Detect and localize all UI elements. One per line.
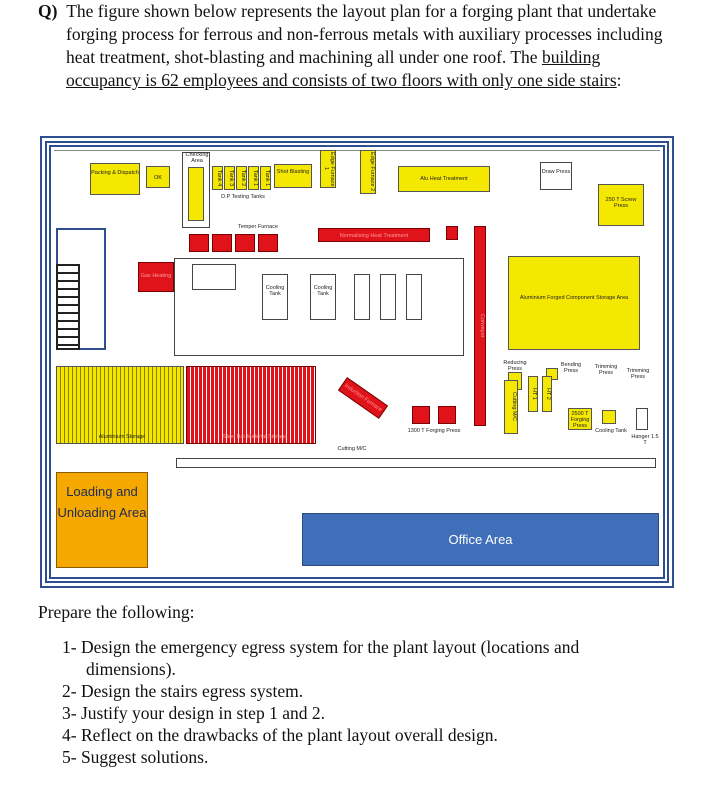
- question-text: [38, 0, 678, 92]
- heat-treatment-end: [446, 226, 458, 240]
- ht-2: HT 2: [542, 376, 552, 412]
- tank-2: Tank 2: [236, 166, 247, 190]
- dp-testing-tanks: D.P Testing Tanks: [221, 194, 265, 200]
- divider: [54, 150, 660, 151]
- temper-furnace-4: [258, 234, 278, 252]
- task-number: 2-: [62, 681, 77, 701]
- temper-furnace-2: [212, 234, 232, 252]
- machine-white-1: [192, 264, 236, 290]
- cutting-mc: Cutting M/C: [337, 446, 367, 452]
- task-number: 3-: [62, 703, 77, 723]
- trimming-press-unit: [438, 406, 456, 424]
- task-text: Suggest solutions.: [80, 747, 209, 767]
- tank-4: [380, 274, 396, 320]
- alu-heat-treatment: Alu Heat Treatment: [398, 166, 490, 192]
- checking-area: Checking Area: [185, 152, 209, 164]
- trimming-press-1: Trimming Press: [594, 364, 618, 376]
- task-item: [62, 702, 662, 724]
- task-text: Design the stairs egress system.: [80, 681, 304, 701]
- aluminium-storage-racks: [56, 366, 184, 444]
- conveyor: Conveyor: [474, 226, 486, 426]
- forging-press-1300t-unit: [412, 406, 430, 424]
- task-text: Design the emergency egress system for the plant layout (locations and dimensions).: [80, 637, 580, 679]
- forging-press-2500t: 2500 T Forging Press: [568, 408, 592, 430]
- task-item: [62, 636, 662, 680]
- office-area: Office Area: [302, 513, 659, 566]
- tank-1b: Tank 1: [260, 166, 271, 190]
- steel-heat-treatment: Normalising Heat Treatment: [318, 228, 430, 242]
- ok-station: OK: [146, 166, 170, 188]
- ht-1: HT 1: [528, 376, 538, 412]
- question-end: :: [616, 70, 622, 90]
- temper-furnace-label: Temper Furnace: [237, 224, 279, 230]
- forging-press-1300t: 1300 T Forging Press: [407, 428, 461, 434]
- tank-3: [354, 274, 370, 320]
- induction-furnace: Induction Furnace: [338, 377, 388, 419]
- tank-5: [406, 274, 422, 320]
- hanger-unit: [636, 408, 648, 430]
- aluminium-storage: Aluminium Storage: [98, 434, 146, 440]
- edge-furnace-1: Edge Furnace 1: [320, 150, 336, 188]
- bending-press: Bending Press: [560, 362, 582, 374]
- task-item: [62, 724, 662, 746]
- question-underlined: building occupancy is 62 employees and consists of two floors with only one side stairs: [66, 47, 617, 90]
- task-text: Justify your design in step 1 and 2.: [80, 703, 325, 723]
- hanger: Hanger 1.5 T: [631, 434, 659, 446]
- cooling-tank-1: Cooling Tank: [262, 274, 288, 320]
- edge-furnace-2: Edge Furnace 2: [360, 150, 376, 194]
- cutting-mc-vertical: Cutting M/C: [504, 380, 518, 434]
- loading-unloading-area: Loading and Unloading Area: [56, 472, 148, 568]
- draw-press: Draw Press: [540, 162, 572, 190]
- task-number: 4-: [62, 725, 77, 745]
- cooling-tank-3: Cooling Tank: [595, 428, 627, 434]
- checking-block: [188, 167, 204, 221]
- tank-1a: Tank 1: [248, 166, 259, 190]
- screw-press-250t: 250 T Screw Press: [598, 184, 644, 226]
- question-intro: The figure shown below represents the layout plan for a forging plant that undertake forging process for ferrous and non-ferrous metals with auxiliary processes including heat treatment, shot-blasting and machining all under one roof. The: [66, 1, 663, 67]
- prepare-heading: Prepare the following:: [38, 602, 195, 622]
- steel-bar-storage-racks: [186, 366, 316, 444]
- aluminium-forged-storage: Aluminium Forged Component Storage Area: [508, 256, 640, 350]
- temper-furnace-3: [235, 234, 255, 252]
- tank-3: Tank 3: [224, 166, 235, 190]
- plant-layout-figure: [40, 136, 674, 588]
- reducing-press: Reducing Press: [503, 360, 527, 372]
- task-text: Reflect on the drawbacks of the plant layout overall design.: [80, 725, 498, 745]
- task-item: [62, 680, 662, 702]
- shot-blasting: Shot Blasting: [274, 164, 312, 188]
- trimming-press-2: Trimming Press: [626, 368, 650, 380]
- tank-4: Tank 4: [212, 166, 223, 190]
- cooling-tank-2: Cooling Tank: [310, 274, 336, 320]
- press-unit-b: [602, 410, 616, 424]
- steel-bar-storage: Steel Bar Material Storage: [222, 434, 288, 440]
- gas-heating: Gas Heating: [138, 262, 174, 292]
- task-item: [62, 746, 662, 768]
- temper-furnace-1: [189, 234, 209, 252]
- task-list: [62, 636, 662, 768]
- question-label: Q): [38, 1, 58, 21]
- stairs: [56, 264, 80, 350]
- task-number: 1-: [62, 637, 77, 657]
- task-number: 5-: [62, 747, 77, 767]
- packing-dispatch: Packing & Dispatch: [90, 163, 140, 195]
- corridor-strip: [176, 458, 656, 468]
